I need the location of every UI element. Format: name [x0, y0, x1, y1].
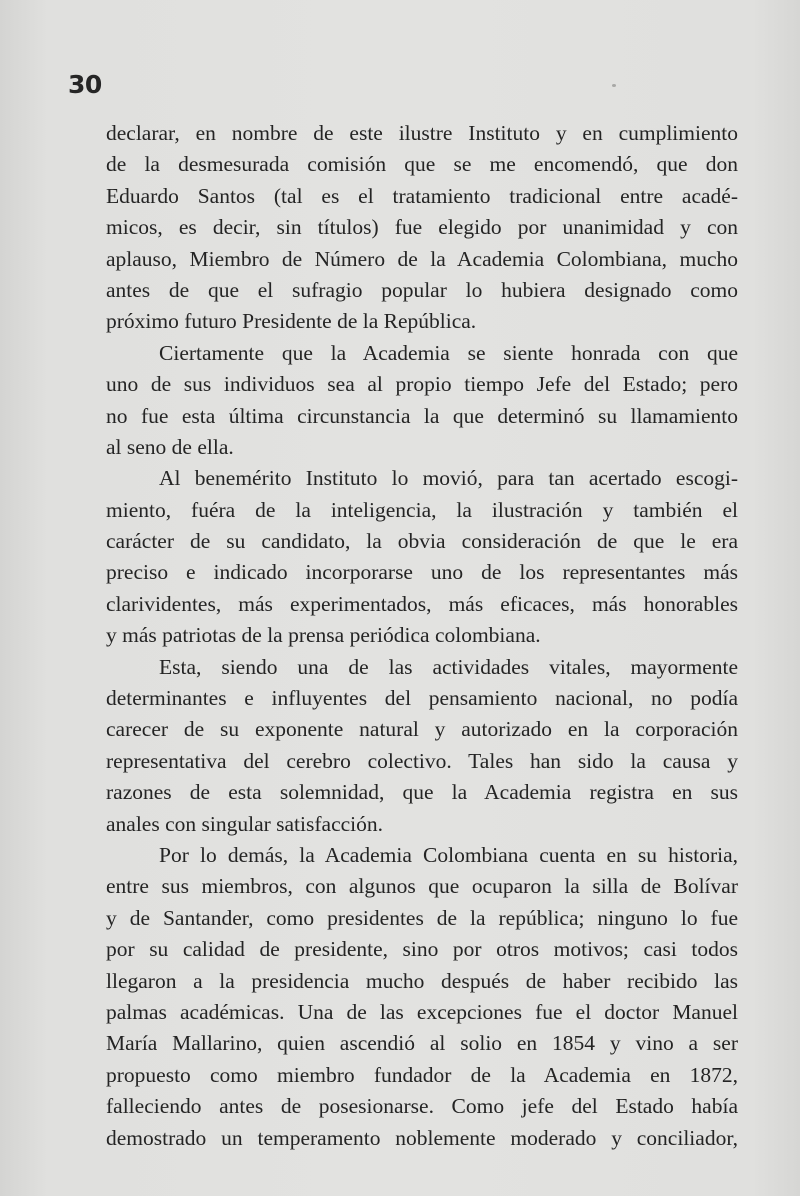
- body-text: [106, 118, 738, 1154]
- text-line: demostrado un temperamento noblemente moderado y conciliador,: [106, 1125, 738, 1150]
- text-line: miento, fuéra de la inteligencia, la ilustración y también el: [106, 497, 738, 522]
- text-line: llegaron a la presidencia mucho después de haber recibido las: [106, 968, 738, 993]
- text-line: María Mallarino, quien ascendió al solio en 1854 y vino a ser: [106, 1031, 738, 1056]
- text-line: micos, es decir, sin títulos) fue elegido por unanimidad y con: [106, 215, 738, 240]
- text-line: preciso e indicado incorporarse uno de los representantes más: [106, 560, 738, 585]
- text-line: aplauso, Miembro de Número de la Academia Colombiana, mucho: [106, 246, 738, 271]
- text-line: próximo futuro Presidente de la República.: [106, 309, 477, 334]
- text-line: al seno de ella.: [106, 434, 234, 459]
- text-line: Esta, siendo una de las actividades vitales, mayormente: [159, 654, 738, 679]
- text-line: carecer de su exponente natural y autorizado en la corporación: [106, 717, 738, 742]
- text-line: y de Santander, como presidentes de la república; ninguno lo fue: [106, 905, 738, 930]
- text-line: de la desmesurada comisión que se me encomendó, que don: [106, 152, 738, 177]
- text-line: no fue esta última circunstancia la que determinó su llamamiento: [106, 403, 738, 428]
- text-line: declarar, en nombre de este ilustre Instituto y en cumplimiento: [106, 121, 738, 145]
- text-line: antes de que el sufragio popular lo hubiera designado como: [106, 277, 738, 302]
- text-line: Al benemérito Instituto lo movió, para tan acertado escogi-: [159, 466, 738, 491]
- text-line: carácter de su candidato, la obvia consideración de que le era: [106, 529, 738, 554]
- text-line: uno de sus individuos sea al propio tiempo Jefe del Estado; pero: [106, 372, 738, 397]
- ink-speck: [612, 84, 616, 87]
- text-line: anales con singular satisfacción.: [106, 811, 384, 836]
- text-line: por su calidad de presidente, sino por otros motivos; casi todos: [106, 937, 738, 962]
- text-line: Por lo demás, la Academia Colombiana cuenta en su historia,: [159, 842, 738, 867]
- text-line: entre sus miembros, con algunos que ocuparon la silla de Bolívar: [106, 874, 738, 899]
- text-line: falleciendo antes de posesionarse. Como jefe del Estado había: [106, 1094, 738, 1119]
- text-line: Ciertamente que la Academia se siente honrada con que: [159, 340, 738, 365]
- text-line: representativa del cerebro colectivo. Tales han sido la causa y: [106, 748, 738, 773]
- text-line: propuesto como miembro fundador de la Academia en 1872,: [106, 1062, 738, 1087]
- text-line: determinantes e influyentes del pensamiento nacional, no podía: [106, 686, 738, 711]
- text-line: Eduardo Santos (tal es el tratamiento tradicional entre acadé-: [106, 183, 738, 208]
- text-line: y más patriotas de la prensa periódica colombiana.: [106, 623, 541, 648]
- text-line: razones de esta solemnidad, que la Academia registra en sus: [106, 780, 738, 805]
- page-number: 30: [68, 70, 102, 99]
- text-line: clarividentes, más experimentados, más eficaces, más honorables: [106, 591, 738, 616]
- text-line: palmas académicas. Una de las excepciones fue el doctor Manuel: [106, 999, 738, 1024]
